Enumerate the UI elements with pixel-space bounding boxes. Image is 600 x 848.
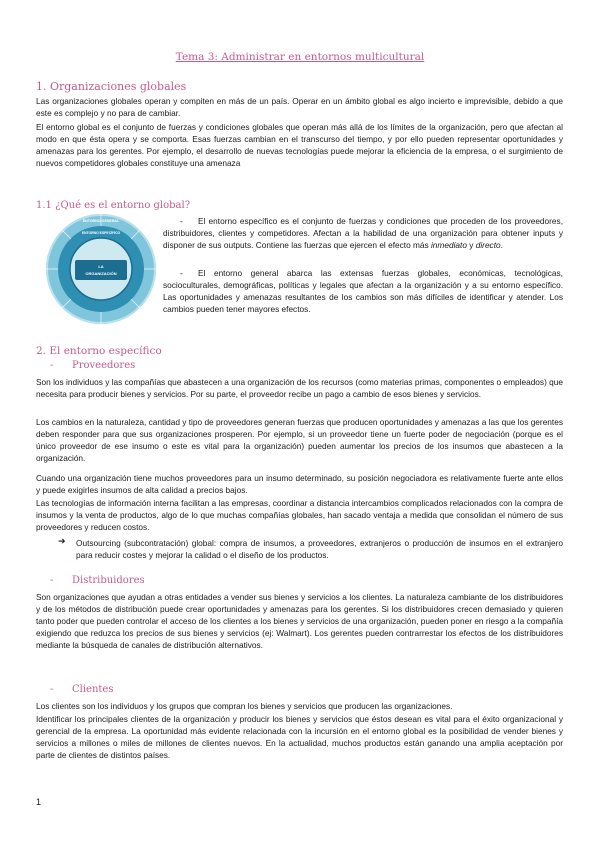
bullet-entorno-general: El entorno general abarca las extensas fuerzas globales, económicas, tecnológicas, socioculturales, demográficas, políticas y legales que afectan a la organización y a su entorno específico. Las oportunidades y amenazas resultantes de los cambios son más difíciles de identificar y atender. Los cambios pueden tener mayores efectos. (163, 268, 563, 314)
paragraph: El entorno global es el conjunto de fuerzas y condiciones globales que operan más allá de los límites de la organización, pero que afectan al modo en que ésta opera y se comporta. Esas fuerzas cambian en el transcurso del tiempo, y por ello pueden representar oportunidades y amenazas para los gerentes. Por ejemplo, el desarrollo de nuevas tecnologías puede mejorar la eficiencia de la empresa, o el surgimiento de nuevos competidores globales constituye una amenaza (36, 122, 563, 168)
paragraph: Son organizaciones que ayudan a otras entidades a vender sus bienes y servicios a los clientes. La naturaleza cambiante de los distribuidores y de los métodos de distribución puede crear oportunidades y amenazas para los gerentes. Si los distribuidores crecen demasiado y quieren tanto poder que pueden controlar el acceso de los clientes a los bienes y servicios de una organización, pueden poner en riesgo a la compañía exigiendo que reduzca los precios de sus bienes y servicios (ej: Walmart). Los gerentes pueden contrarrestar los efectos de los distribuidores mediante la búsqueda de canales de distribución alternativos. (36, 592, 563, 650)
document-title: Tema 3: Administrar en entornos multicultural (175, 51, 425, 63)
subheading-clientes: - Clientes (50, 684, 114, 695)
section-heading-organizaciones-globales: 1. Organizaciones globales (36, 80, 187, 93)
section-heading-entorno-especifico: 2. El entorno específico (36, 345, 162, 357)
center-label-line1: LA (98, 264, 104, 269)
subheading-proveedores: - Proveedores (50, 360, 136, 371)
bullet-dash: - (180, 216, 183, 226)
paragraph: Identificar los principales clientes de la organización y producir los bienes y servicios que éstos desean es vital para el éxito organizacional y gerencial de la empresa. La oportunidad más evidente relacionada con la incursión en el entorno global es la posibilidad de vender bienes y servicios a millones o miles de millones de clientes nuevos. En la actualidad, muchos productos están ganando una amplia aceptación por parte de clientes de distintos países. (36, 714, 563, 760)
paragraph: Los clientes son los individuos y los grupos que compran los bienes y servicios que producen las organizaciones. (36, 701, 453, 711)
paragraph: Las organizaciones globales operan y compiten en más de un país. Operar en un ámbito global es algo incierto e imprevisible, debido a que este es complejo y no para de cambiar. (36, 96, 563, 118)
paragraph: Cuando una organización tiene muchos proveedores para un insumo determinado, su posición negociadora es relativamente fuerte ante ellos y puede exigirles insumos de alta calidad a precios bajos. (36, 473, 563, 495)
inner-label: ENTORNO ESPECÍFICO (81, 231, 121, 235)
subheading-distribuidores: - Distribuidores (50, 575, 145, 586)
center-label-line2: ORGANIZACIÓN (85, 271, 117, 276)
page-number: 1 (36, 797, 42, 807)
bullet-outsourcing: Outsourcing (subcontratación) global: compra de insumos, a proveedores, extranjeros o producción de insumos en el extranjero para reducir costes y mejorar la calidad o el diseño de los productos. (76, 538, 563, 560)
bullet-dash: - (180, 268, 183, 278)
outer-label: ENTORNO GENERAL (82, 219, 120, 223)
entorno-diagram (45, 213, 157, 325)
paragraph: Son los individuos y las compañías que abastecen a una organización de los recursos (como materias primas, componentes o empleados) que necesita para producir bienes y servicios. Por su parte, el proveedor recibe un pago a cambio de esos bienes y servicios. (36, 377, 563, 399)
arrow-bullet-icon: ➔ (58, 537, 66, 547)
paragraph: Las tecnologías de información interna facilitan a las empresas, coordinar a distancia intercambios complicados relacionados con la compra de insumos y la venta de productos, algo de lo que muchas compañías globales, han sacado ventaja a medida que consolidan el número de sus proveedores y reducen costos. (36, 498, 563, 532)
paragraph: Los cambios en la naturaleza, cantidad y tipo de proveedores generan fuerzas que producen oportunidades y amenazas a las que los gerentes deben responder para que sus organizaciones prosperen. Por ejemplo, si un proveedor tiene un fuerte poder de negociación (porque es el único proveedor de ese insumo o este es vital para la organización) pueden aumentar los precios de los insumos que abastecen a la organización. (36, 417, 563, 463)
section-heading-entorno-global: 1.1 ¿Qué es el entorno global? (36, 200, 191, 211)
bullet-entorno-especifico: El entorno específico es el conjunto de fuerzas y condiciones que proceden de los proveedores, distribuidores, clientes y competidores. Afectan a la habilidad de una organización para obtener inputs y disponer de sus outputs. Contiene las fuerzas que ejercen el efecto más inmediato y directo. (163, 216, 563, 250)
